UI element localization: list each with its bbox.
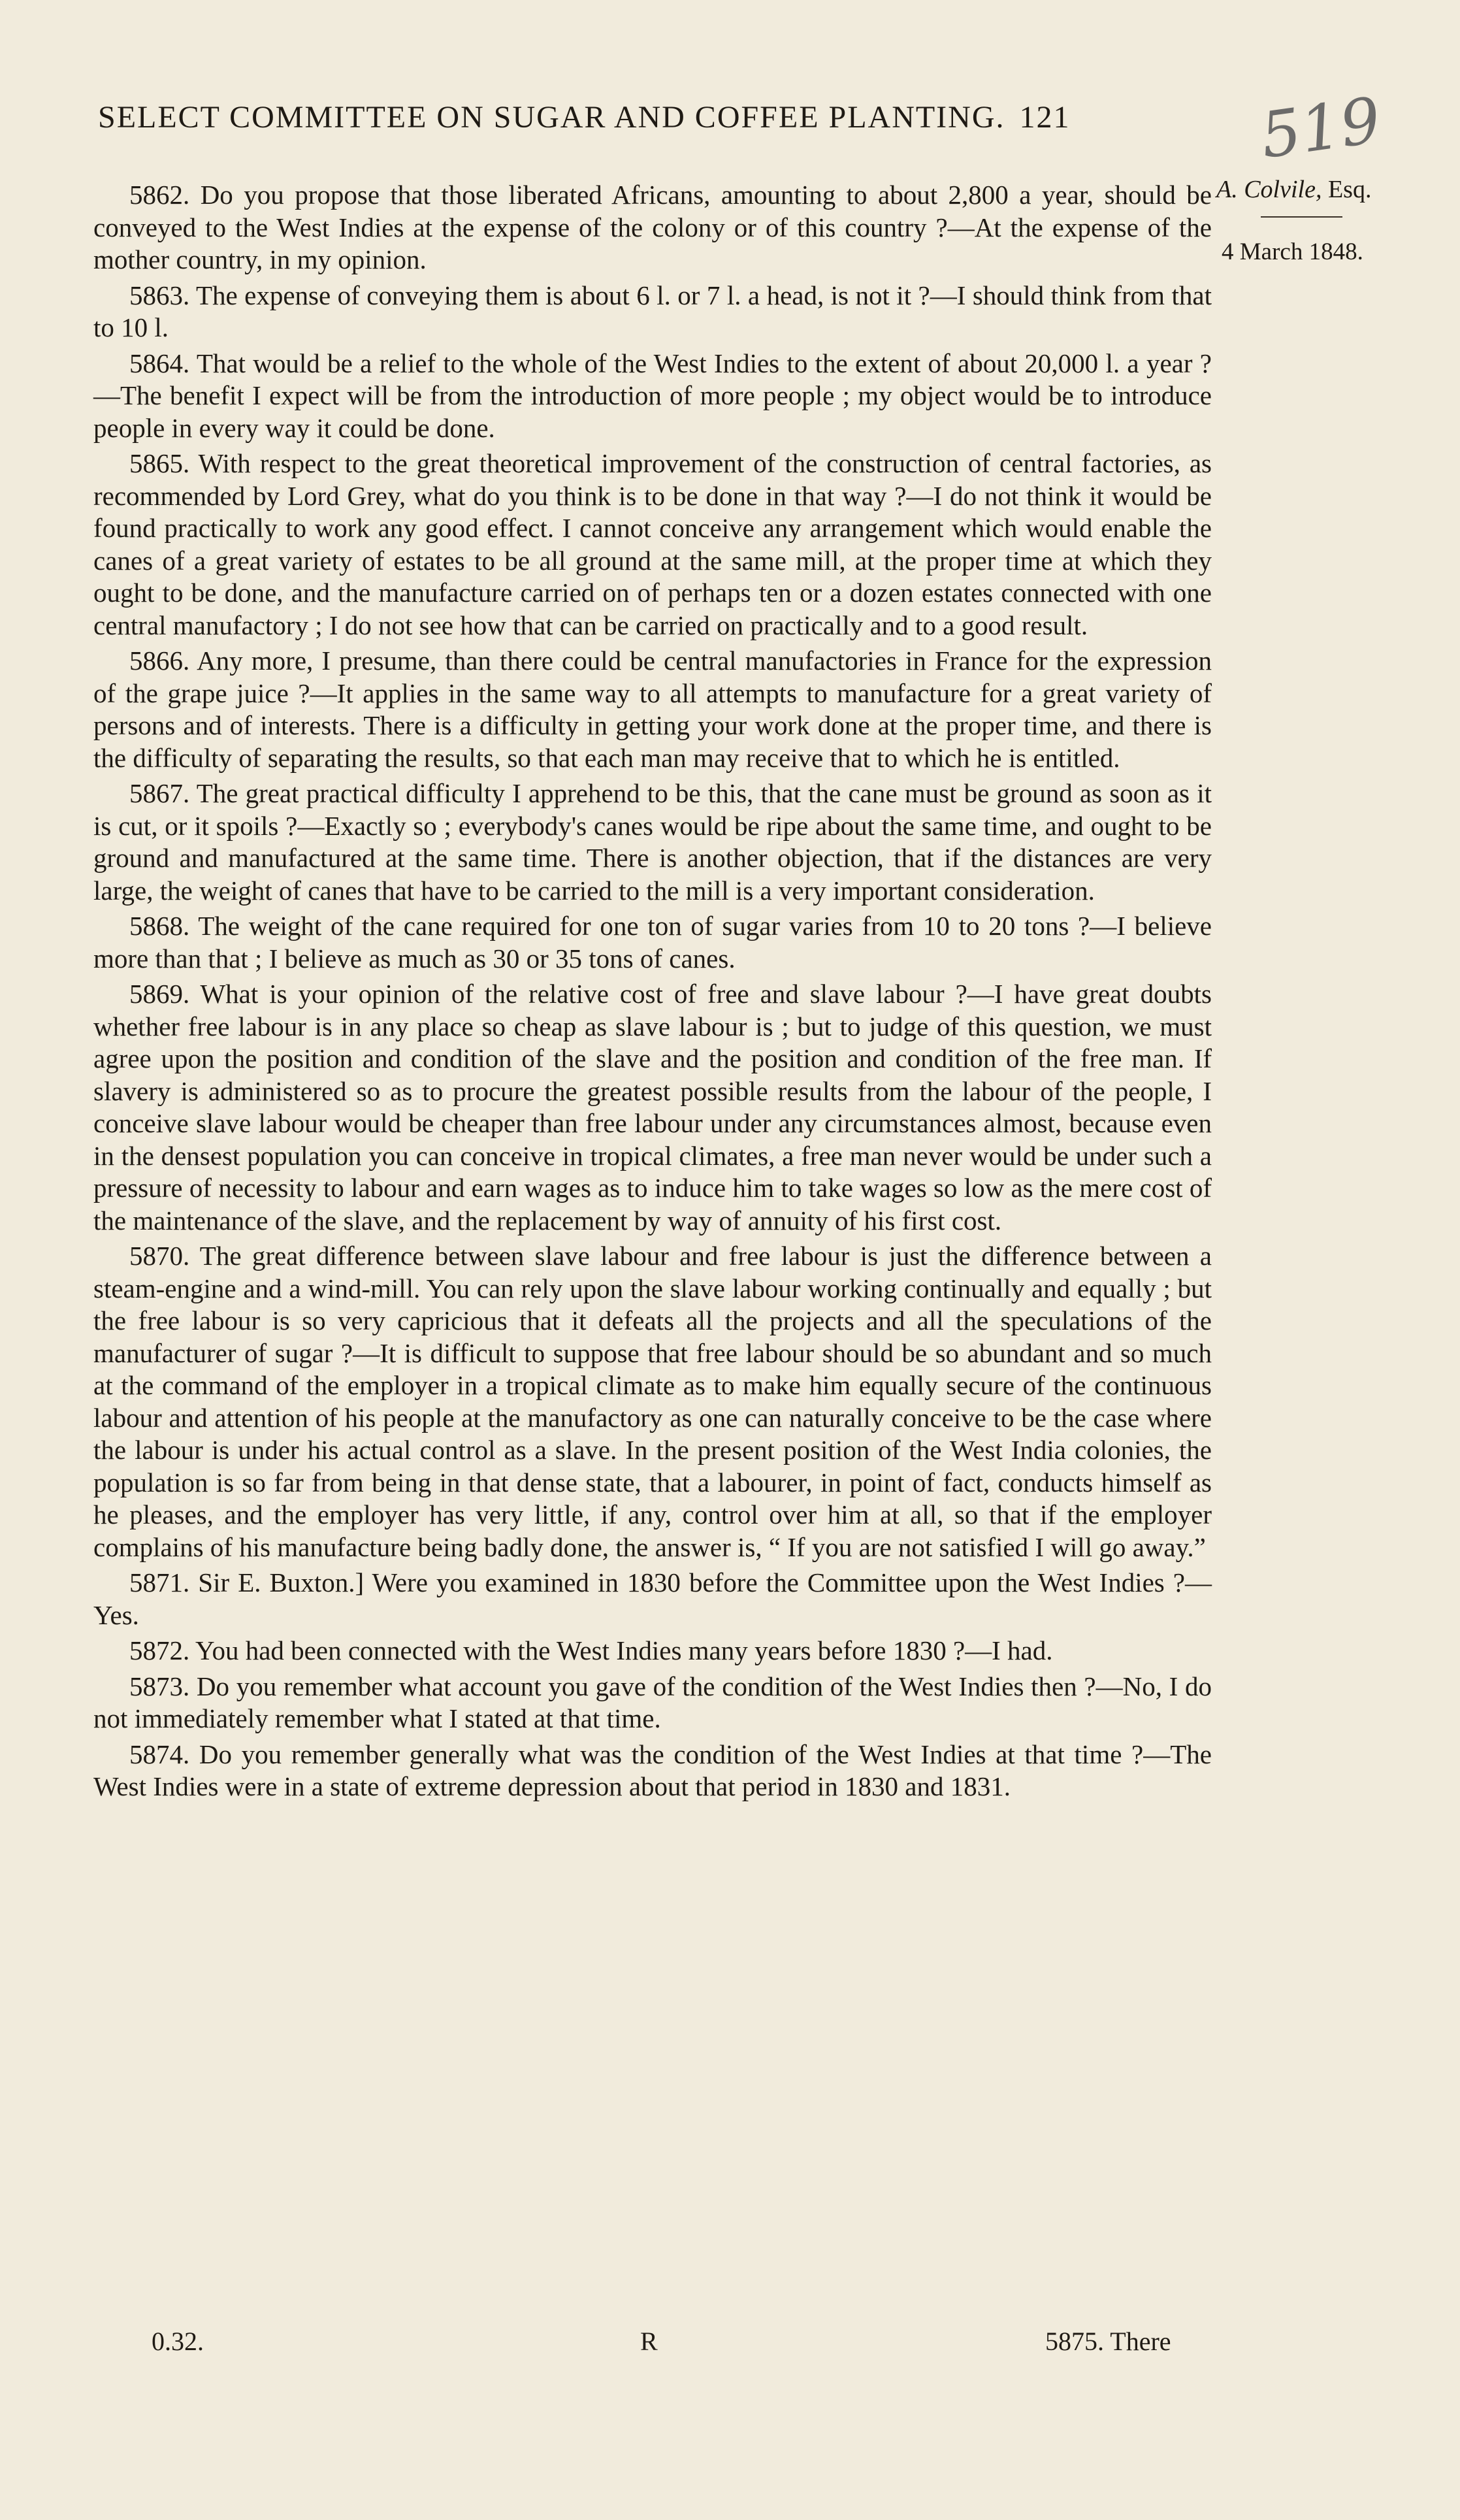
witness-suffix: Esq. xyxy=(1322,176,1372,203)
witness-name: A. Colvile, xyxy=(1216,176,1322,203)
question-paragraph: 5870. The great difference between slave labour and free labour is just the difference between a steam-engine and a wind-mill. You can rely upon the slave labour working continually and equally ; but the free labour is so very capricious that it defeats all the projects and all the speculations of the manufacturer of sugar ?—It is difficult to suppose that free labour should be so abundant and so much at the command of the employer in a tropical climate as to make him equally secure of the continuous labour and attention of his people at the manufactory as one can naturally conceive to be the case where the labour is under his actual control as a slave. In the present position of the West India colonies, the population is so far from being in that dense state, that a labourer, in point of fact, conducts himself as he pleases, and the employer has very little, if any, control over him at all, so that if the employer complains of his manufacture being badly done, the answer is, “ If you are not satisfied I will go away.” xyxy=(93,1241,1212,1562)
question-paragraph: 5866. Any more, I presume, than there could be central manufactories in France for the expression of the grape juice ?—It applies in the same way to all attempts to manufacture for a great variety of persons and of interests. There is a difficulty in getting your work done at the proper time, and there is the difficulty of separating the results, so that each man may receive that to which he is entitled. xyxy=(93,646,1212,773)
question-paragraph: 5865. With respect to the great theoretical improvement of the construction of central factories, as recommended by Lord Grey, what do you think is to be done in that way ?—I do not think it would be found practically to work any good effect. I cannot conceive any arrangement which would enable the canes of a great variety of estates to be all ground at the same mill, at the proper time at which they ought to be done, and the manufacture carried on of perhaps ten or a dozen estates connected with one central manufactory ; I do not see how that can be carried on practically and to a good result. xyxy=(93,448,1212,640)
margin-witness-name xyxy=(1216,175,1371,204)
question-paragraph: 5873. Do you remember what account you gave of the condition of the West Indies then ?—No, I do not immediately remember what I stated at that time. xyxy=(93,1671,1212,1733)
footer-catchword: 5875. There xyxy=(1045,2327,1171,2356)
footer-sessional-number: 0.32. xyxy=(152,2327,204,2356)
question-paragraph: 5868. The weight of the cane required for one ton of sugar varies from 10 to 20 tons ?—I believe more than that ; I believe as much as 30 or 35 tons of canes. xyxy=(93,911,1212,974)
page-number: 121 xyxy=(1019,100,1071,135)
handwritten-folio-number: 519 xyxy=(1256,83,1386,173)
question-paragraph: 5874. Do you remember generally what was the condition of the West Indies at that time ?—The West Indies were in a state of extreme depression about that period in 1830 and 1831. xyxy=(93,1739,1212,1801)
question-paragraph: 5862. Do you propose that those liberated Africans, amounting to about 2,800 a year, should be conveyed to the West Indies at the expense of the colony or of this country ?—At the expense of the mother country, in my opinion. xyxy=(93,180,1212,274)
header-title: SELECT COMMITTEE ON SUGAR AND COFFEE PLANTING. xyxy=(98,100,1005,135)
question-paragraph: 5864. That would be a relief to the whole of the West Indies to the extent of about 20,000 l. a year ?—The benefit I expect will be from the introduction of more people ; my object would be to introduce people in every way it could be done. xyxy=(93,348,1212,443)
question-paragraph: 5872. You had been connected with the West Indies many years before 1830 ?—I had. xyxy=(129,1635,1053,1665)
footer-signature-mark: R xyxy=(640,2327,658,2356)
running-header xyxy=(98,99,1150,135)
evidence-text xyxy=(93,179,1212,1807)
margin-rule xyxy=(1261,216,1342,218)
margin-date: 4 March 1848. xyxy=(1222,238,1363,265)
question-paragraph: 5869. What is your opinion of the relative cost of free and slave labour ?—I have great doubts whether free labour is in any place so cheap as slave labour is ; but to judge of this question, we must agree upon the position and condition of the slave and the position and condition of the free man. If slavery is administered so as to procure the greatest possible results from the labour of the people, I conceive slave labour would be cheaper than free labour under any circumstances almost, because even in the densest population you can conceive in tropical climates, a free man never would be under such a pressure of necessity to labour and earn wages as to induce him to take wages so low as the mere cost of the maintenance of the slave, and the replacement by way of annuity of his first cost. xyxy=(93,979,1212,1235)
question-paragraph: 5863. The expense of conveying them is about 6 l. or 7 l. a head, is not it ?—I should think from that to 10 l. xyxy=(93,280,1212,342)
question-paragraph: 5867. The great practical difficulty I apprehend to be this, that the cane must be ground as soon as it is cut, or it spoils ?—Exactly so ; everybody's canes would be ripe about the same time, and ought to be ground and manufactured at the same time. There is another objection, that if the distances are very large, the weight of canes that have to be carried to the mill is a very important consideration. xyxy=(93,778,1212,906)
question-paragraph: 5871. Sir E. Buxton.] Were you examined in 1830 before the Committee upon the West Indies ?—Yes. xyxy=(93,1567,1212,1630)
